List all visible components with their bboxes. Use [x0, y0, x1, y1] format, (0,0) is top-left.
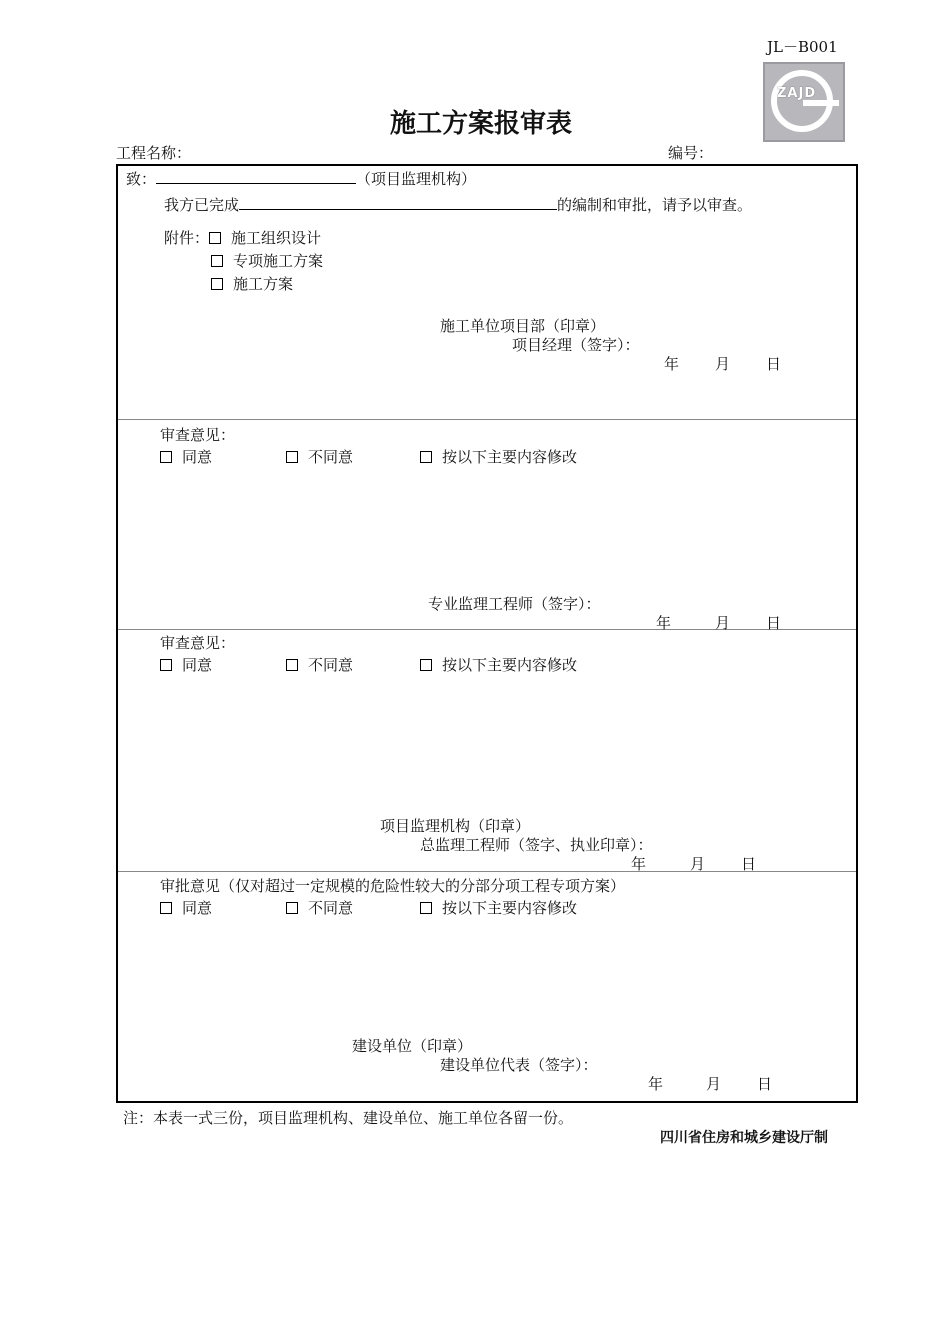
review2-option-disagree[interactable] — [286, 654, 353, 675]
option-label: 同意 — [182, 899, 213, 917]
option-label: 同意 — [182, 448, 213, 466]
attachments-label: 附件： — [164, 229, 210, 247]
date-day: 日 — [757, 1075, 773, 1093]
review2-label: 审查意见： — [160, 634, 236, 652]
option-label: 同意 — [182, 656, 213, 674]
date-month: 月 — [715, 355, 731, 373]
to-recipient-field[interactable] — [156, 169, 356, 184]
plan-name-field[interactable] — [239, 195, 557, 210]
completed-prefix: 我方已完成 — [164, 196, 240, 214]
date-year: 年 — [664, 355, 680, 373]
number-label: 编号： — [668, 144, 714, 162]
review1-option-agree[interactable] — [160, 446, 212, 467]
option-label: 按以下主要内容修改 — [442, 656, 578, 674]
footer-issuer: 四川省住房和城乡建设厅制 — [660, 1130, 828, 1146]
checkbox[interactable] — [160, 659, 172, 671]
review1-label: 审查意见： — [160, 426, 236, 444]
unit-seal: 施工单位项目部（印章） — [440, 317, 606, 335]
completed-row — [164, 194, 752, 215]
date-month: 月 — [715, 614, 731, 632]
to-suffix: （项目监理机构） — [356, 170, 477, 188]
date-day: 日 — [766, 355, 782, 373]
option-label: 不同意 — [308, 656, 354, 674]
logo-text: ZAJD — [777, 86, 817, 101]
date-year: 年 — [656, 614, 672, 632]
manager-sign: 项目经理（签字）： — [512, 336, 640, 354]
checkbox[interactable] — [420, 451, 432, 463]
review2-org-seal: 项目监理机构（印章） — [380, 817, 531, 835]
checkbox[interactable] — [420, 659, 432, 671]
date-day: 日 — [766, 614, 782, 632]
attachment-row-2 — [211, 250, 323, 271]
checkbox[interactable] — [420, 902, 432, 914]
option-label: 不同意 — [308, 448, 354, 466]
option-label: 按以下主要内容修改 — [442, 448, 578, 466]
attachment-row-1 — [164, 227, 321, 248]
project-name-label: 工程名称： — [116, 144, 192, 162]
to-label: 致： — [126, 170, 157, 188]
approval-option-modify[interactable] — [420, 897, 577, 918]
review2-option-agree[interactable] — [160, 654, 212, 675]
checkbox[interactable] — [286, 902, 298, 914]
section-divider — [118, 419, 856, 420]
option-label: 不同意 — [308, 899, 354, 917]
attachment-checkbox[interactable] — [209, 232, 221, 244]
approval-option-disagree[interactable] — [286, 897, 353, 918]
zajd-logo-icon — [763, 62, 845, 142]
footer-note: 注：本表一式三份，项目监理机构、建设单位、施工单位各留一份。 — [123, 1109, 574, 1127]
attachment-checkbox[interactable] — [211, 255, 223, 267]
approval-signer: 建设单位代表（签字）： — [440, 1056, 598, 1074]
review1-signer: 专业监理工程师（签字）： — [428, 595, 601, 613]
review2-option-modify[interactable] — [420, 654, 577, 675]
checkbox[interactable] — [160, 902, 172, 914]
approval-label: 审批意见（仅对超过一定规模的危险性较大的分部分项工程专项方案） — [160, 877, 626, 895]
approval-option-agree[interactable] — [160, 897, 212, 918]
attachment-checkbox[interactable] — [211, 278, 223, 290]
submission-to-row — [126, 168, 476, 189]
checkbox[interactable] — [286, 451, 298, 463]
attachment-label: 专项施工方案 — [233, 252, 324, 270]
date-month: 月 — [706, 1075, 722, 1093]
completed-suffix: 的编制和审批，请予以审查。 — [557, 196, 753, 214]
option-label: 按以下主要内容修改 — [442, 899, 578, 917]
review1-option-modify[interactable] — [420, 446, 577, 467]
date-month: 月 — [690, 855, 706, 873]
attachment-label: 施工组织设计 — [231, 229, 322, 247]
form-code: JL－B001 — [767, 38, 838, 56]
checkbox[interactable] — [286, 659, 298, 671]
attachment-row-3 — [211, 273, 293, 294]
date-day: 日 — [741, 855, 757, 873]
page-title: 施工方案报审表 — [390, 109, 573, 139]
review1-option-disagree[interactable] — [286, 446, 353, 467]
attachment-label: 施工方案 — [233, 275, 294, 293]
date-year: 年 — [648, 1075, 664, 1093]
section-divider — [118, 629, 856, 630]
review2-signer: 总监理工程师（签字、执业印章）： — [420, 836, 653, 854]
date-year: 年 — [631, 855, 647, 873]
checkbox[interactable] — [160, 451, 172, 463]
approval-unit-seal: 建设单位（印章） — [352, 1037, 473, 1055]
